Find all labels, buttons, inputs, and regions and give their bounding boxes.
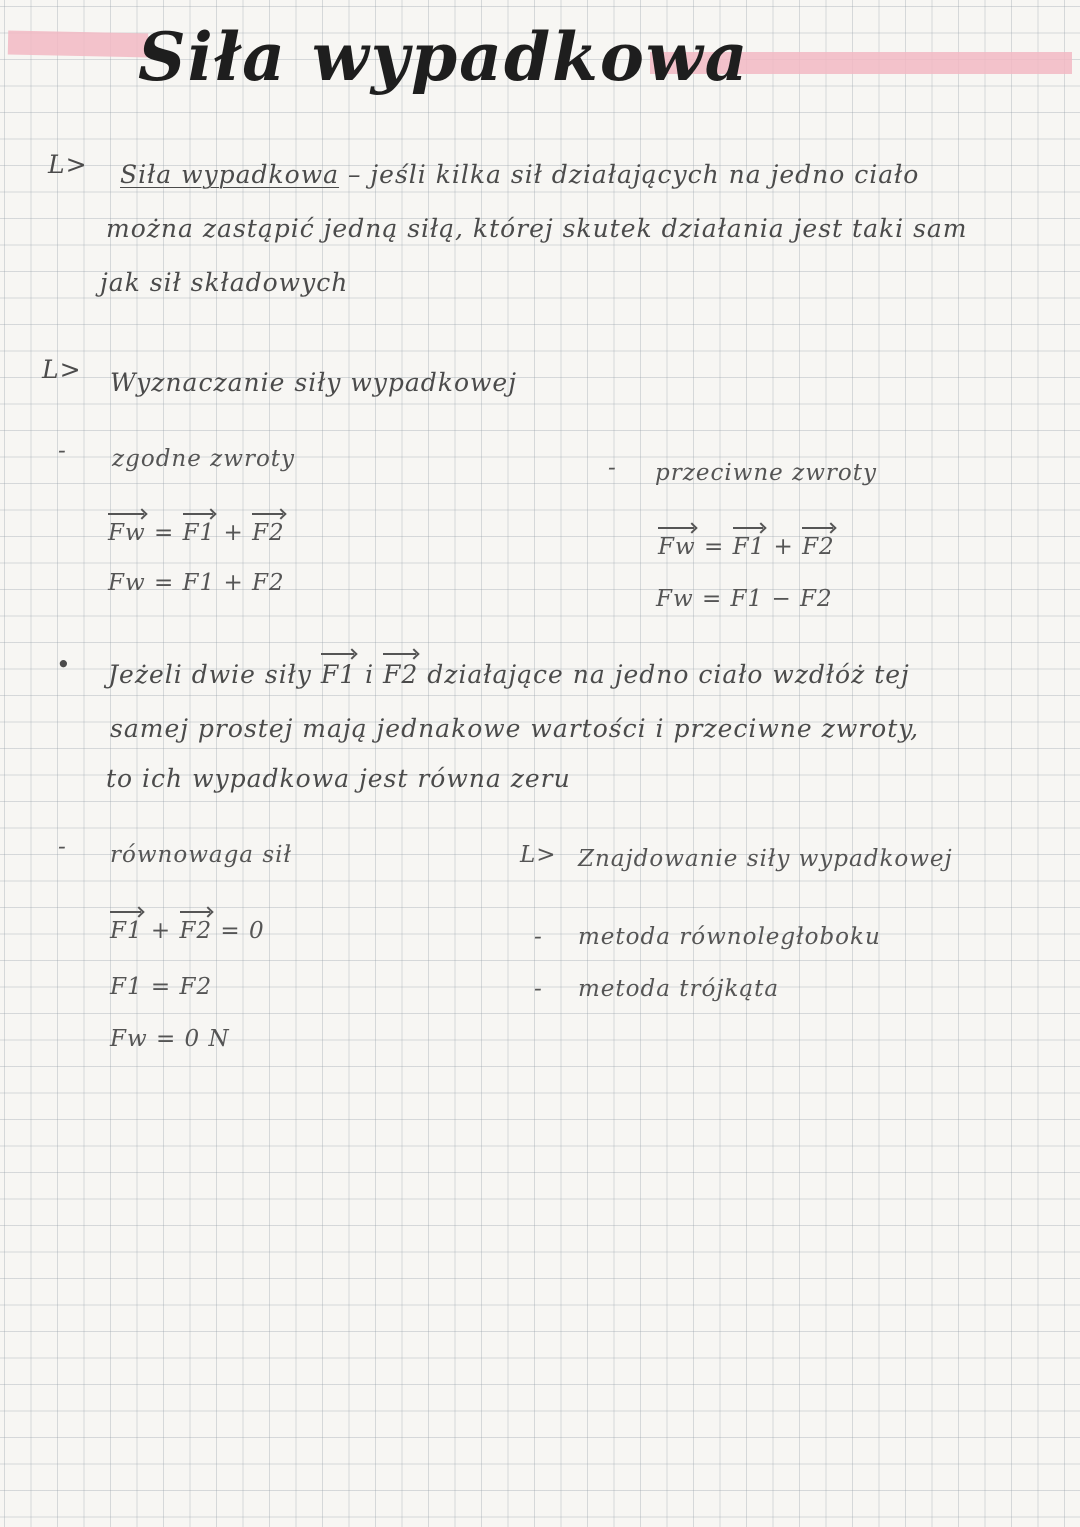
method-2-dash: - [534, 976, 543, 1002]
vec-f1: F1 [732, 534, 766, 560]
definition-line-3: jak sił składowych [100, 268, 349, 297]
plus-sign: + [150, 918, 172, 944]
title-highlight-left [8, 31, 148, 58]
equilibrium-eq-2: F1 = F2 [110, 974, 213, 1000]
plus-sign: + [223, 520, 244, 546]
equilibrium-eq-3: Fw = 0 N [110, 1026, 230, 1052]
note-line-2: samej prostej mają jednakowe wartości i przeciwne zwroty, [110, 714, 920, 743]
note-text-1b: działające na jedno ciało wzdłóż tej [427, 660, 910, 689]
vec-f1: F1 [320, 660, 357, 689]
note-line-3: to ich wypadkowa jest równa zeru [106, 764, 571, 793]
method-2-label: metoda trójkąta [578, 976, 780, 1002]
finding-heading: Znajdowanie siły wypadkowej [578, 846, 953, 872]
vec-f2: F2 [252, 520, 285, 546]
opposite-direction-scalar-eq: Fw = F1 − F2 [656, 586, 833, 612]
note-conj: i [365, 660, 375, 689]
equilibrium-label: równowaga sił [110, 842, 292, 868]
note-text-1a: Jeżeli dwie siły [108, 660, 312, 689]
method-1-label: metoda równoległoboku [578, 924, 881, 950]
vec-fw: Fw [108, 520, 146, 546]
vec-f1: F1 [110, 918, 143, 944]
equals-zero: = 0 [220, 918, 265, 944]
same-direction-scalar-eq: Fw = F1 + F2 [108, 570, 285, 596]
equals-sign: = [703, 534, 725, 560]
determining-heading: Wyznaczanie siły wypadkowej [110, 368, 517, 397]
note-bullet: • [56, 650, 72, 679]
same-direction-label: zgodne zwroty [112, 446, 296, 472]
method-1-dash: - [534, 924, 543, 950]
equals-sign: = [153, 520, 175, 546]
equilibrium-dash: - [58, 834, 67, 860]
finding-marker: L> [520, 842, 557, 868]
vec-f2: F2 [179, 918, 213, 944]
opposite-direction-dash: - [608, 455, 617, 481]
determining-marker: L> [42, 355, 82, 384]
same-direction-vector-eq [108, 520, 285, 546]
vec-f2: F2 [383, 660, 419, 689]
definition-line-2: można zastąpić jedną siłą, której skutek działania jest taki sam [106, 214, 968, 243]
equilibrium-vector-eq [110, 918, 265, 944]
opposite-direction-vector-eq [658, 534, 835, 560]
definition-term: Siła wypadkowa [120, 160, 340, 189]
plus-sign: + [773, 534, 794, 560]
vec-f2: F2 [802, 534, 835, 560]
definition-text-1: – jeśli kilka sił działających na jedno ciało [347, 160, 920, 189]
same-direction-dash: - [58, 438, 67, 464]
vec-f1: F1 [182, 520, 216, 546]
page-title: Siła wypadkowa [138, 18, 750, 96]
note-line-1 [108, 660, 910, 689]
definition-marker: L> [48, 150, 88, 179]
opposite-direction-label: przeciwne zwroty [655, 460, 877, 486]
definition-line-1 [120, 160, 919, 189]
vec-fw: Fw [658, 534, 696, 560]
